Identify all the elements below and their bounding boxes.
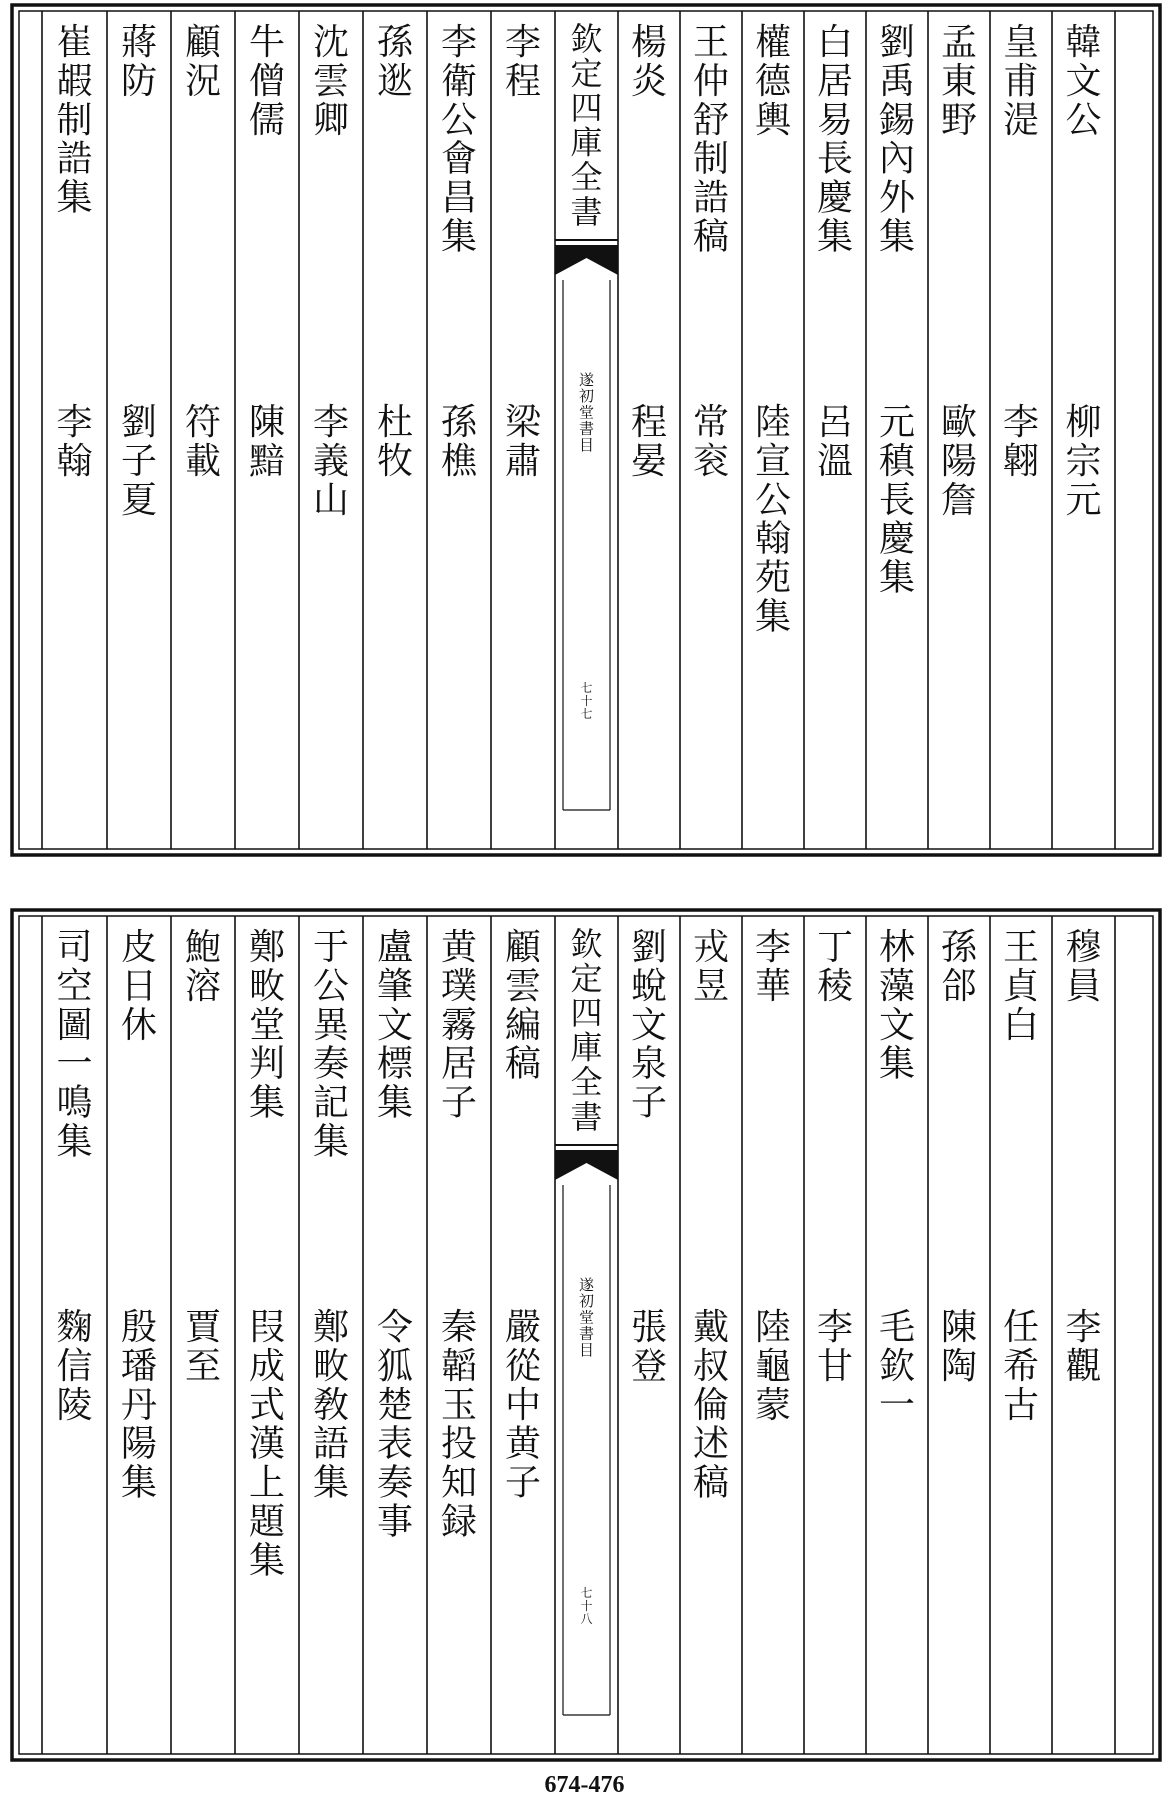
page-number: 674-476 [544,1772,625,1798]
entry-title: 鮑溶 [184,927,222,1007]
entry-title: 程晏 [630,402,668,482]
fish-tail-marker [555,1150,618,1180]
entry-title: 秦韜玉投知録 [440,1307,478,1543]
entry-title: 麴信陵 [56,1307,93,1426]
entry-title: 陸宣公翰苑集 [754,402,792,638]
entry-title: 戴叔倫述稿 [692,1307,730,1504]
entry-title: 孫郃 [940,927,978,1007]
entry-title: 杜牧 [376,402,414,482]
entry-title: 陳陶 [940,1307,978,1387]
entry-title: 嚴從中黄子 [504,1307,542,1504]
entry-title: 盧肇文標集 [376,927,414,1124]
page-bottom [0,905,1169,1765]
entry-title: 顧雲編稿 [504,927,542,1085]
entry-title: 令狐楚表奏事 [376,1307,414,1543]
entry-title: 戎昱 [692,927,730,1007]
entry-title: 李程 [504,22,542,102]
entry-title: 柳宗元 [1065,402,1102,521]
entry-title: 陳黯 [248,402,286,482]
center-catalogue-title: 遂初堂書目 [578,1276,595,1359]
entry-title: 殷璠丹陽集 [120,1307,158,1504]
entry-title: 穆員 [1065,927,1102,1007]
entry-title: 鄭畋堂判集 [248,927,286,1124]
entry-title: 楊炎 [630,22,668,102]
entry-title: 于公異奏記集 [312,927,350,1163]
entry-title: 鄭畋敎語集 [312,1307,350,1504]
entry-title: 孫樵 [440,402,478,482]
entry-title: 李義山 [312,402,350,521]
page-bottom-svg [0,905,1169,1765]
entry-title: 歐陽詹 [940,402,978,521]
entry-title: 李甘 [816,1307,854,1387]
entry-title: 王貞白 [1002,927,1040,1046]
center-book-title: 欽定四庫全書 [570,925,603,1136]
entry-title: 李翺 [1002,402,1040,482]
page-top [0,0,1169,860]
entry-title: 林藻文集 [878,927,916,1085]
entry-title: 劉禹錫內外集 [878,22,916,258]
entry-title: 孫逖 [376,22,414,102]
entry-title: 呂溫 [816,402,854,482]
entry-title: 皮日休 [120,927,158,1046]
entry-title: 元稹長慶集 [878,402,916,599]
entry-title: 梁肅 [504,402,542,482]
center-catalogue-title: 遂初堂書目 [578,371,595,454]
entry-title: 李翰 [56,402,93,482]
entry-title: 顧況 [184,22,222,102]
entry-title: 黄璞霧居子 [440,927,478,1124]
entry-title: 李華 [754,927,792,1007]
center-book-title: 欽定四庫全書 [570,20,603,231]
entry-title: 叚成式漢上題集 [248,1307,286,1582]
entry-title: 韓文公 [1065,22,1102,141]
center-folio-number: 七十八 [580,1586,593,1626]
entry-title: 皇甫湜 [1002,22,1040,141]
entry-title: 崔嘏制誥集 [56,22,93,219]
entry-title: 李衛公會昌集 [440,22,478,258]
entry-title: 孟東野 [940,22,978,141]
entry-title: 司空圖一鳴集 [56,927,93,1163]
entry-title: 陸龜蒙 [754,1307,792,1426]
entry-title: 常衮 [692,402,730,482]
entry-title: 王仲舒制誥稿 [692,22,730,258]
entry-title: 權德輿 [754,22,792,141]
entry-title: 符載 [184,402,222,482]
entry-title: 劉子夏 [120,402,158,521]
entry-title: 白居易長慶集 [816,22,854,258]
entry-title: 丁稜 [816,927,854,1007]
page-top-svg [0,0,1169,860]
entry-title: 李觀 [1065,1307,1102,1387]
entry-title: 蔣防 [120,22,158,102]
entry-title: 劉蛻文泉子 [630,927,668,1124]
entry-title: 張登 [630,1307,668,1387]
entry-title: 沈雲卿 [312,22,350,141]
entry-title: 賈至 [184,1307,222,1387]
fish-tail-marker [555,245,618,275]
entry-title: 毛欽一 [878,1307,916,1426]
entry-title: 牛僧儒 [248,22,286,141]
entry-title: 任希古 [1002,1307,1040,1426]
center-folio-number: 七十七 [580,681,593,721]
